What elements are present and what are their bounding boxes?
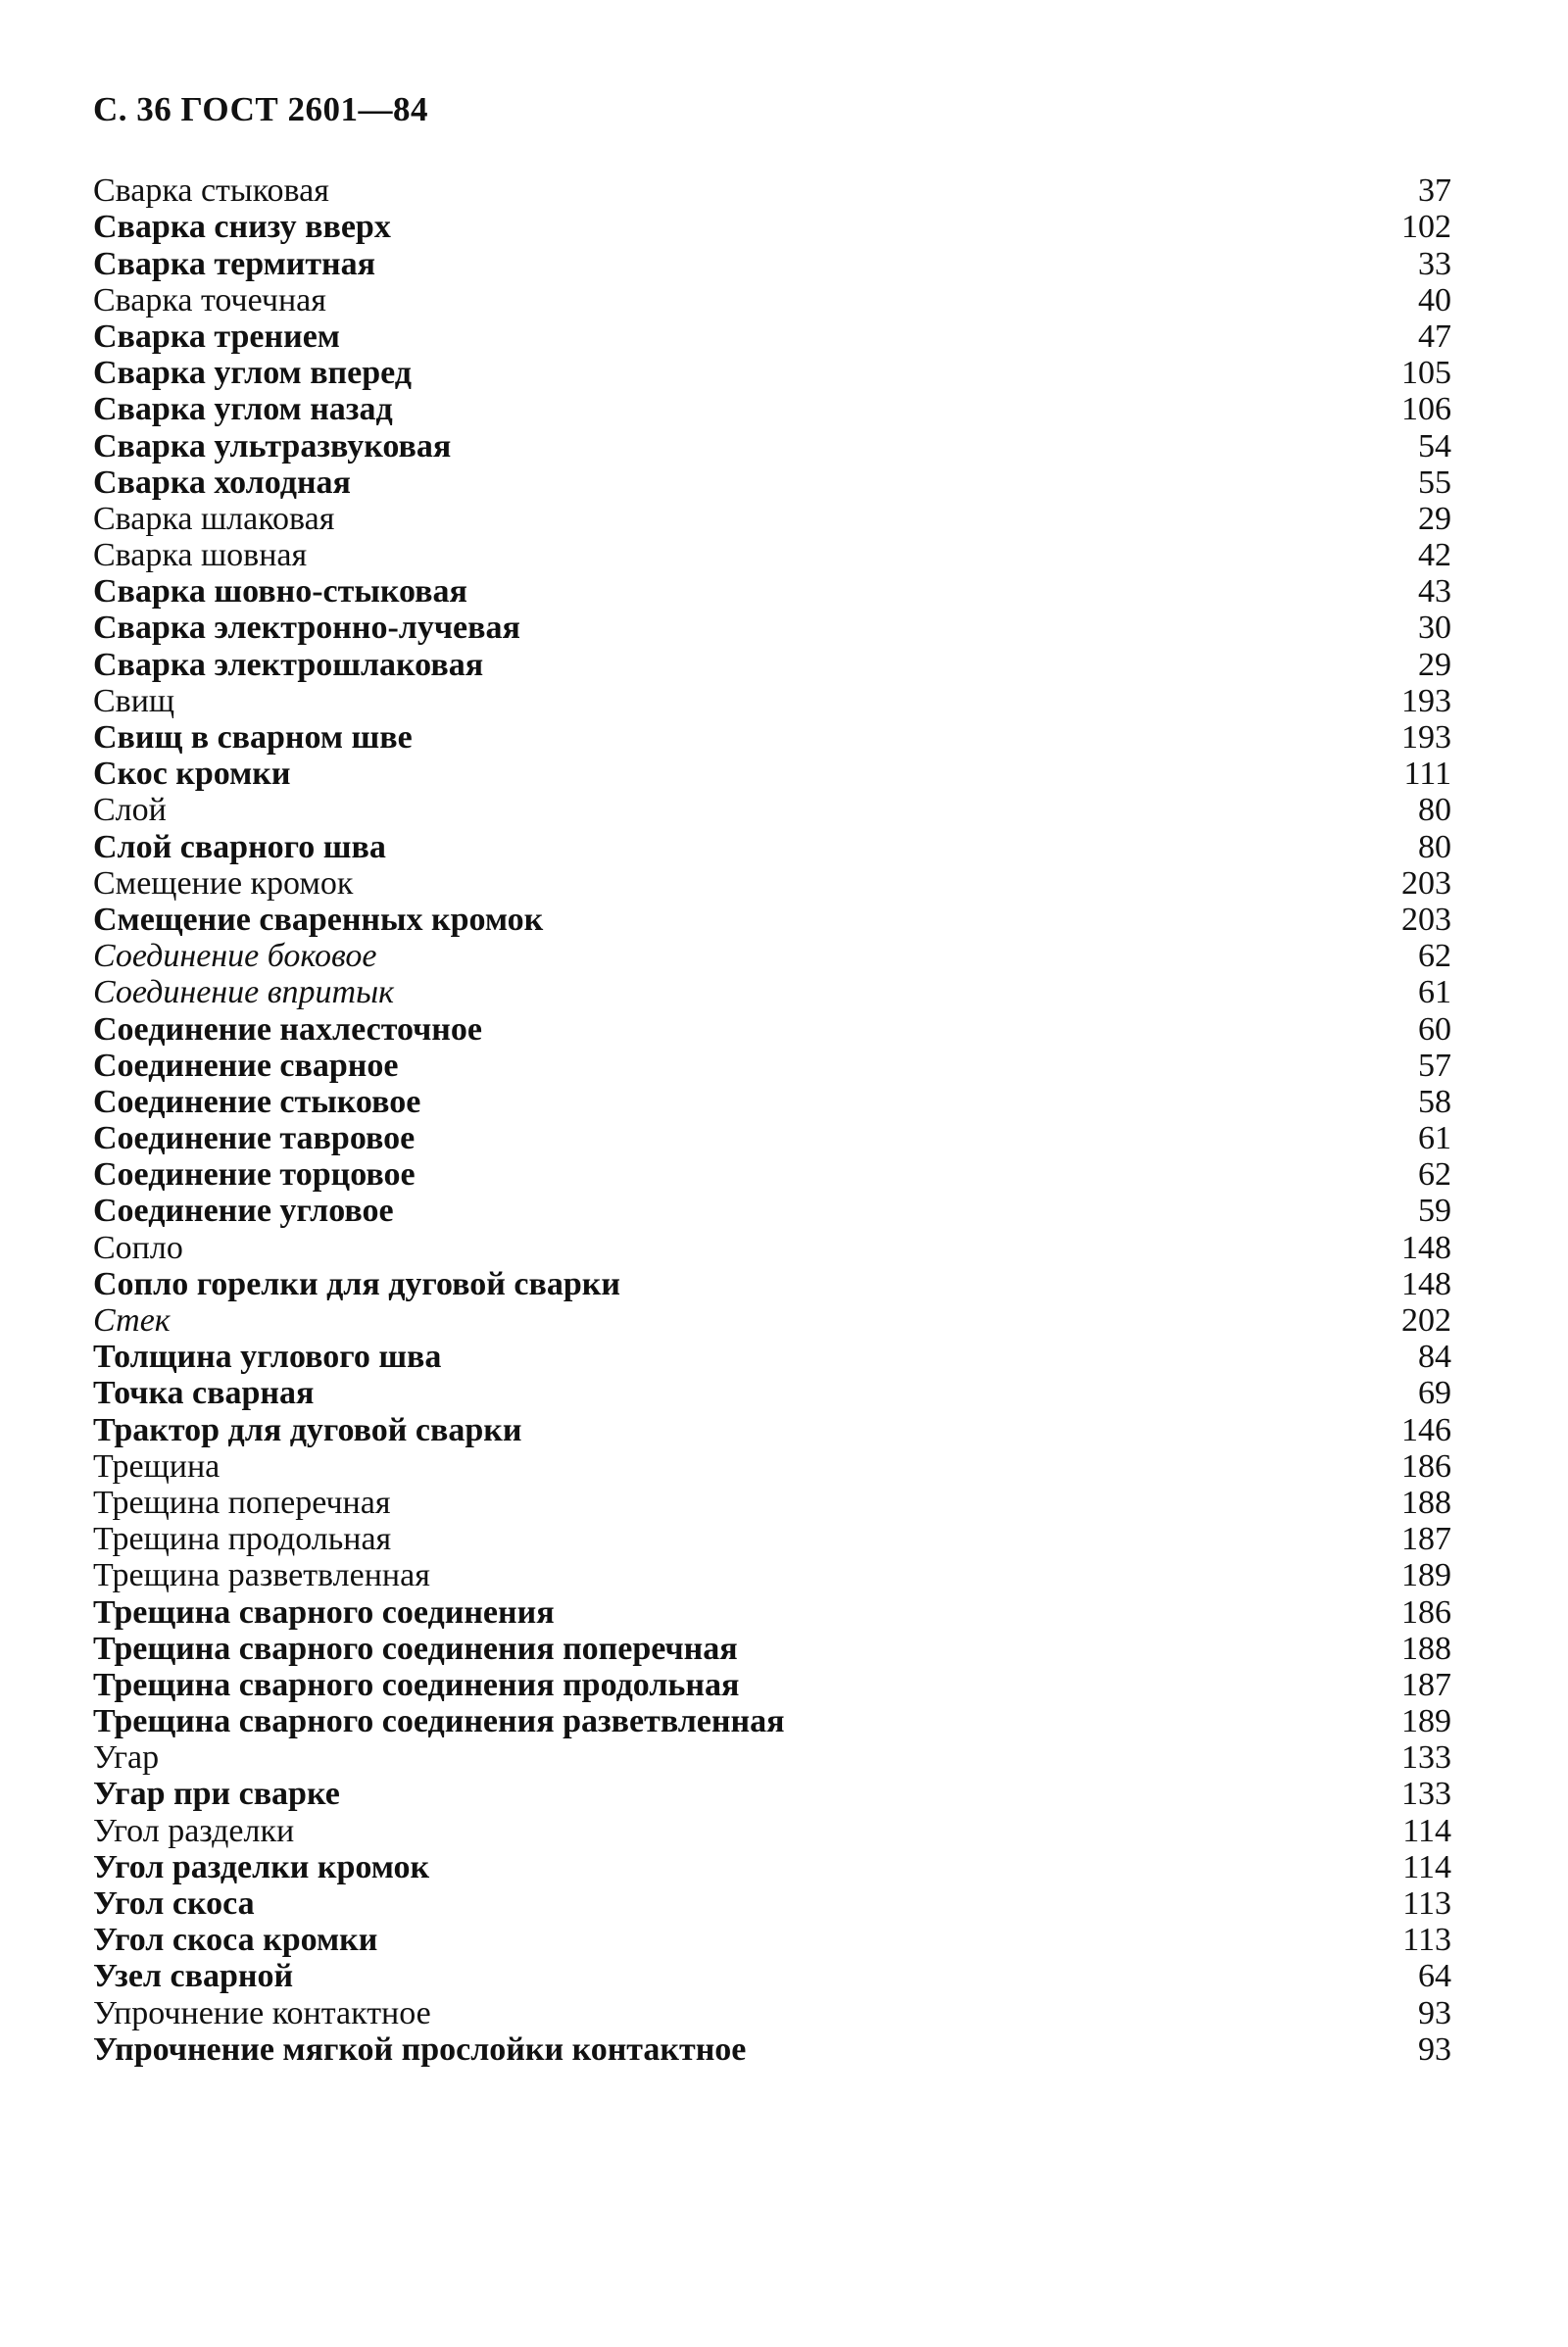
- index-term: Стек: [93, 1302, 171, 1339]
- index-entry: [93, 282, 1451, 318]
- index-entry: [93, 865, 1451, 902]
- index-page-number: 148: [1401, 1265, 1451, 1302]
- index-page-number: 114: [1402, 1812, 1451, 1849]
- index-term: Угол разделки: [93, 1812, 295, 1849]
- index-term: Смещение сваренных кромок: [93, 901, 544, 938]
- index-page-number: 188: [1401, 1630, 1451, 1667]
- index-term: Сварка электрошлаковая: [93, 646, 484, 683]
- term-index-list: [93, 172, 1451, 2068]
- index-term: Соединение боковое: [93, 938, 377, 975]
- index-page-number: 61: [1418, 974, 1451, 1011]
- index-page-number: 105: [1401, 355, 1451, 392]
- index-term: Сварка шлаковая: [93, 500, 335, 537]
- index-page-number: 193: [1401, 719, 1451, 756]
- index-page-number: 59: [1418, 1193, 1451, 1230]
- index-term: Трактор для дуговой сварки: [93, 1411, 522, 1448]
- index-entry: [93, 391, 1451, 427]
- index-entry: [93, 1411, 1451, 1447]
- index-term: Соединение нахлесточное: [93, 1010, 482, 1048]
- index-entry: [93, 1448, 1451, 1485]
- index-term: Узел сварной: [93, 1958, 294, 1995]
- index-page-number: 187: [1401, 1521, 1451, 1558]
- index-entry: [93, 1776, 1451, 1812]
- index-page-number: 54: [1418, 427, 1451, 465]
- index-term: Сопло: [93, 1229, 183, 1266]
- index-page-number: 61: [1418, 1120, 1451, 1157]
- index-page-number: 203: [1401, 901, 1451, 938]
- index-entry: [93, 828, 1451, 864]
- index-entry: [93, 1593, 1451, 1630]
- index-term: Сварка электронно-лучевая: [93, 610, 520, 647]
- index-term: Слой: [93, 792, 167, 829]
- index-entry: [93, 537, 1451, 573]
- index-entry: [93, 1375, 1451, 1411]
- index-term: Соединение тавровое: [93, 1120, 416, 1157]
- index-entry: [93, 938, 1451, 974]
- index-term: Упрочнение контактное: [93, 1994, 431, 2031]
- index-term: Соединение сварное: [93, 1047, 399, 1084]
- index-entry: [93, 1302, 1451, 1339]
- index-page-number: 114: [1402, 1848, 1451, 1885]
- index-page-number: 64: [1418, 1958, 1451, 1995]
- index-entry: [93, 719, 1451, 756]
- index-term: Сварка точечная: [93, 281, 326, 318]
- page-header: [93, 90, 428, 129]
- index-term: Соединение впритык: [93, 974, 395, 1011]
- index-page-number: 93: [1418, 1994, 1451, 2031]
- index-entry: [93, 792, 1451, 828]
- index-entry: [93, 2031, 1451, 2068]
- index-term: Сварка углом вперед: [93, 355, 412, 392]
- index-page-number: 80: [1418, 792, 1451, 829]
- index-page-number: 29: [1418, 500, 1451, 537]
- standard-title: ГОСТ 2601—84: [180, 90, 428, 128]
- index-entry: [93, 1193, 1451, 1229]
- index-page-number: 203: [1401, 864, 1451, 902]
- index-entry: [93, 1812, 1451, 1848]
- index-term: Сварка холодная: [93, 464, 351, 501]
- index-entry: [93, 1958, 1451, 1994]
- index-entry: [93, 1266, 1451, 1302]
- index-page-number: 30: [1418, 610, 1451, 647]
- index-term: Трещина сварного соединения поперечная: [93, 1630, 738, 1667]
- index-page-number: 133: [1401, 1739, 1451, 1777]
- index-page-number: 62: [1418, 1156, 1451, 1194]
- index-term: Сопло горелки для дуговой сварки: [93, 1265, 620, 1302]
- index-entry: [93, 1084, 1451, 1120]
- index-page-number: 189: [1401, 1703, 1451, 1740]
- index-entry: [93, 427, 1451, 464]
- index-entry: [93, 465, 1451, 501]
- index-term: Трещина: [93, 1447, 220, 1485]
- index-term: Трещина поперечная: [93, 1484, 391, 1521]
- index-entry: [93, 1667, 1451, 1703]
- index-page-number: 55: [1418, 464, 1451, 501]
- index-entry: [93, 756, 1451, 792]
- index-entry: [93, 573, 1451, 610]
- index-entry: [93, 172, 1451, 209]
- index-term: Точка сварная: [93, 1375, 315, 1412]
- index-entry: [93, 1557, 1451, 1593]
- index-entry: [93, 355, 1451, 391]
- index-page-number: 57: [1418, 1047, 1451, 1084]
- index-term: Толщина углового шва: [93, 1339, 442, 1376]
- index-entry: [93, 1339, 1451, 1375]
- index-page-number: 33: [1418, 245, 1451, 282]
- index-term: Упрочнение мягкой прослойки контактное: [93, 2030, 747, 2068]
- index-page-number: 40: [1418, 281, 1451, 318]
- index-page-number: 58: [1418, 1083, 1451, 1120]
- index-page-number: 43: [1418, 573, 1451, 611]
- index-term: Соединение стыковое: [93, 1083, 421, 1120]
- index-entry: [93, 1485, 1451, 1521]
- index-page-number: 148: [1401, 1229, 1451, 1266]
- index-page-number: 93: [1418, 2030, 1451, 2068]
- index-term: Сварка термитная: [93, 245, 376, 282]
- index-entry: [93, 1120, 1451, 1156]
- index-page-number: 60: [1418, 1010, 1451, 1048]
- index-entry: [93, 974, 1451, 1010]
- index-entry: [93, 318, 1451, 355]
- index-term: Угол скоса: [93, 1885, 255, 1922]
- index-term: Смещение кромок: [93, 864, 354, 902]
- index-term: Трещина продольная: [93, 1521, 392, 1558]
- index-entry: [93, 1739, 1451, 1776]
- index-page-number: 193: [1401, 682, 1451, 719]
- index-page-number: 69: [1418, 1375, 1451, 1412]
- index-page-number: 189: [1401, 1557, 1451, 1594]
- index-entry: [93, 1156, 1451, 1193]
- index-term: Слой сварного шва: [93, 828, 386, 865]
- index-term: Сварка углом назад: [93, 391, 393, 428]
- index-entry: [93, 1229, 1451, 1265]
- index-entry: [93, 209, 1451, 245]
- index-entry: [93, 1885, 1451, 1922]
- index-term: Угар: [93, 1739, 160, 1777]
- index-entry: [93, 1922, 1451, 1958]
- index-page-number: 62: [1418, 938, 1451, 975]
- index-term: Угол скоса кромки: [93, 1922, 378, 1959]
- index-term: Сварка шовная: [93, 537, 308, 574]
- index-entry: [93, 1994, 1451, 2030]
- index-entry: [93, 902, 1451, 938]
- index-term: Сварка стыковая: [93, 172, 329, 210]
- index-page-number: 80: [1418, 828, 1451, 865]
- index-term: Сварка трением: [93, 318, 340, 355]
- index-term: Трещина сварного соединения: [93, 1593, 555, 1631]
- index-entry: [93, 1048, 1451, 1084]
- index-page-number: 113: [1402, 1885, 1451, 1922]
- index-entry: [93, 501, 1451, 537]
- index-page-number: 29: [1418, 646, 1451, 683]
- index-page-number: 37: [1418, 172, 1451, 210]
- index-entry: [93, 646, 1451, 682]
- index-page-number: 111: [1403, 756, 1451, 793]
- index-term: Соединение угловое: [93, 1193, 394, 1230]
- index-entry: [93, 1521, 1451, 1557]
- index-term: Скос кромки: [93, 756, 291, 793]
- index-page-number: 133: [1401, 1776, 1451, 1813]
- index-page-number: 146: [1401, 1411, 1451, 1448]
- index-term: Свищ: [93, 682, 175, 719]
- index-term: Трещина сварного соединения продольная: [93, 1666, 740, 1703]
- index-entry: [93, 610, 1451, 646]
- index-page-number: 188: [1401, 1484, 1451, 1521]
- index-page-number: 187: [1401, 1666, 1451, 1703]
- index-term: Угар при сварке: [93, 1776, 340, 1813]
- index-entry: [93, 1631, 1451, 1667]
- index-page-number: 42: [1418, 537, 1451, 574]
- index-term: Трещина сварного соединения разветвленная: [93, 1703, 785, 1740]
- index-term: Трещина разветвленная: [93, 1557, 430, 1594]
- index-entry: [93, 683, 1451, 719]
- page-number-label: С. 36: [93, 90, 172, 128]
- index-term: Сварка снизу вверх: [93, 209, 391, 246]
- index-page-number: 186: [1401, 1447, 1451, 1485]
- index-page-number: 113: [1402, 1922, 1451, 1959]
- index-term: Угол разделки кромок: [93, 1848, 430, 1885]
- index-page-number: 47: [1418, 318, 1451, 355]
- index-entry: [93, 1010, 1451, 1047]
- index-term: Соединение торцовое: [93, 1156, 416, 1194]
- index-entry: [93, 245, 1451, 281]
- index-page-number: 84: [1418, 1339, 1451, 1376]
- index-page-number: 186: [1401, 1593, 1451, 1631]
- index-page-number: 102: [1401, 209, 1451, 246]
- index-entry: [93, 1703, 1451, 1739]
- index-term: Сварка шовно-стыковая: [93, 573, 467, 611]
- index-term: Сварка ультразвуковая: [93, 427, 452, 465]
- index-term: Свищ в сварном шве: [93, 719, 413, 756]
- index-page-number: 202: [1401, 1302, 1451, 1339]
- index-page-number: 106: [1401, 391, 1451, 428]
- index-entry: [93, 1849, 1451, 1885]
